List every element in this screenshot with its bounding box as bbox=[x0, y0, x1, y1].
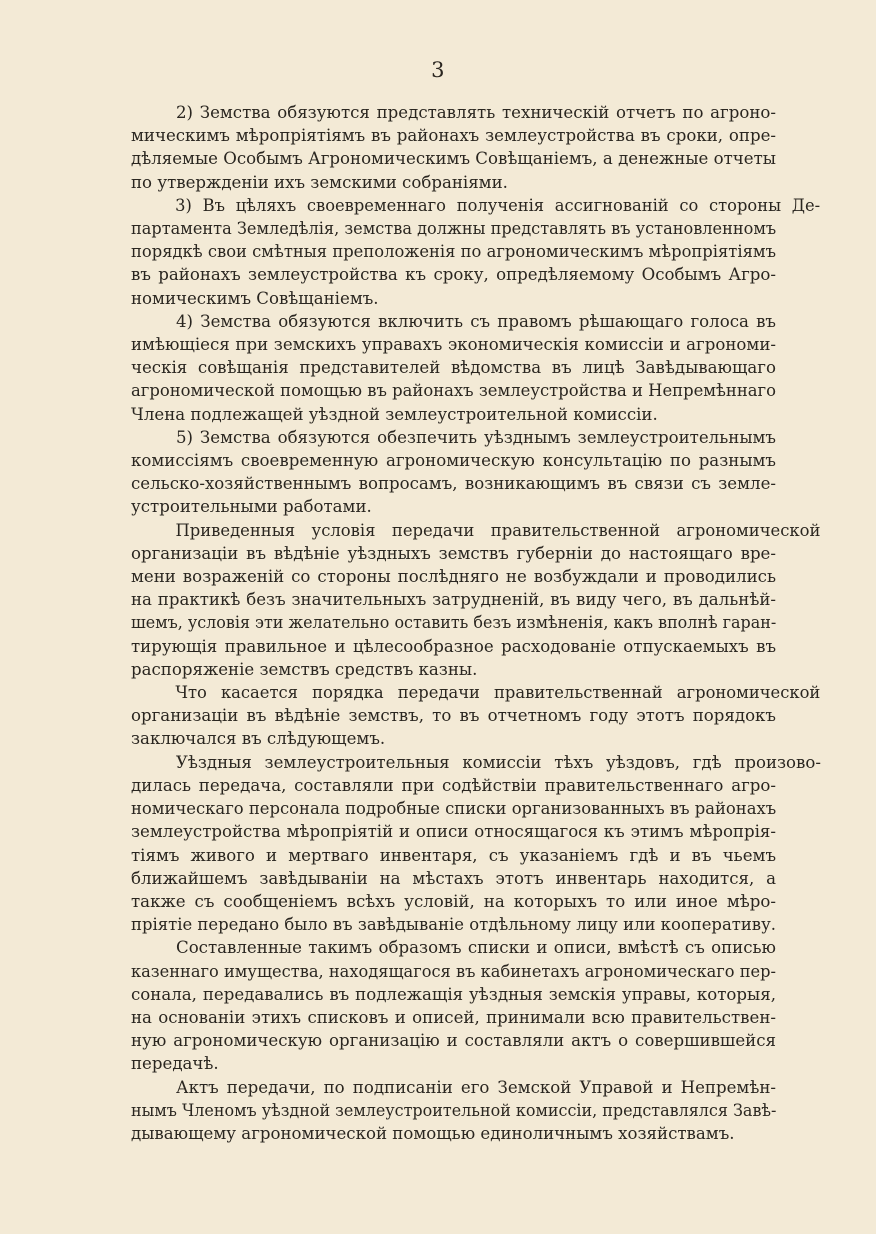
text-line: мени возраженій со стороны послѣдняго не возбуждали и проводились bbox=[131, 567, 776, 587]
text-line: агрономической помощью въ районахъ землеустройства и Непремѣннаго bbox=[131, 381, 776, 401]
text-line: заключался въ слѣдующемъ. bbox=[131, 729, 386, 749]
text-line: организаціи въ вѣдѣніе земствъ, то въ отчетномъ году этотъ порядокъ bbox=[131, 706, 776, 726]
paragraph bbox=[131, 101, 776, 194]
text-line: сельско-хозяйственнымъ вопросамъ, возникающимъ въ связи съ земле- bbox=[131, 474, 776, 494]
text-line: Актъ передачи, по подписаніи его Земской Управой и Непремѣн- bbox=[176, 1077, 776, 1097]
text-line: въ районахъ землеустройства къ сроку, опредѣляемому Особымъ Агро- bbox=[131, 265, 776, 285]
text-line: Члена подлежащей уѣздной землеустроительной комиссіи. bbox=[131, 404, 658, 424]
text-line: порядкѣ свои смѣтныя преположенія по агрономическимъ мѣропріятіямъ bbox=[131, 242, 776, 262]
text-line: распоряженіе земствъ средствъ казны. bbox=[131, 659, 478, 679]
paragraph bbox=[131, 310, 776, 426]
text-line: пріятіе передано было въ завѣдываніе отдѣльному лицу или кооперативу. bbox=[131, 915, 776, 935]
document-body bbox=[131, 101, 821, 1145]
text-line: землеустройства мѣропріятій и описи относящагося къ этимъ мѣропрія- bbox=[131, 822, 776, 842]
text-line: ближайшемъ завѣдываніи на мѣстахъ этотъ инвентарь находится, а bbox=[131, 868, 776, 888]
paragraph bbox=[131, 426, 776, 519]
text-line: дывающему агрономической помощью единоличнымъ хозяйствамъ. bbox=[131, 1123, 735, 1143]
text-line: 4) Земства обязуются включить съ правомъ рѣшающаго голоса въ bbox=[176, 311, 776, 331]
paragraph bbox=[131, 751, 821, 937]
text-line: Что касается порядка передачи правительственнай агрономической bbox=[175, 683, 821, 703]
text-line: на практикѣ безъ значительныхъ затрудненій, въ виду чего, въ дальнѣй- bbox=[131, 590, 776, 610]
text-line: партамента Земледѣлія, земства должны представлять въ установленномъ bbox=[131, 219, 777, 239]
text-line: 5) Земства обязуются обезпечить уѣзднымъ землеустроительнымъ bbox=[176, 427, 776, 447]
paragraph bbox=[131, 681, 821, 751]
text-line: также съ сообщеніемъ всѣхъ условій, на которыхъ то или иное мѣро- bbox=[131, 891, 776, 911]
text-line: тирующія правильное и цѣлесообразное расходованіе отпускаемыхъ въ bbox=[131, 636, 776, 656]
text-line: казеннаго имущества, находящагося въ кабинетахъ агрономическаго пер- bbox=[131, 961, 776, 981]
text-line: мическимъ мѣропріятіямъ въ районахъ землеустройства въ сроки, опре- bbox=[131, 126, 776, 146]
paragraph bbox=[131, 194, 821, 310]
paragraph bbox=[131, 1076, 776, 1146]
paragraph bbox=[131, 936, 776, 1075]
text-line: шемъ, условія эти желательно оставить безъ измѣненія, какъ вполнѣ гаран- bbox=[131, 613, 777, 633]
text-line: на основаніи этихъ списковъ и описей, принимали всю правительствен- bbox=[131, 1007, 776, 1027]
text-line: организаціи въ вѣдѣніе уѣздныхъ земствъ губерніи до настоящаго вре- bbox=[131, 543, 776, 563]
text-line: сонала, передавались въ подлежащія уѣздныя земскія управы, которыя, bbox=[131, 984, 776, 1004]
text-line: комиссіямъ своевременную агрономическую консультацію по разнымъ bbox=[131, 451, 776, 471]
text-line: Составленные такимъ образомъ списки и описи, вмѣстѣ съ описью bbox=[176, 938, 776, 958]
paragraph bbox=[131, 519, 821, 681]
text-line: имѣющіеся при земскихъ управахъ экономическія комиссіи и агрономи- bbox=[131, 335, 776, 355]
text-line: ческія совѣщанія представителей вѣдомства въ лицѣ Завѣдывающаго bbox=[131, 358, 776, 378]
text-line: номическаго персонала подробные списки организованныхъ въ районахъ bbox=[131, 799, 777, 819]
text-line: Приведенныя условія передачи правительственной агрономической bbox=[175, 520, 821, 540]
text-line: номическимъ Совѣщаніемъ. bbox=[131, 288, 379, 308]
text-line: передачѣ. bbox=[131, 1054, 219, 1074]
text-line: тіямъ живого и мертваго инвентаря, съ указаніемъ гдѣ и въ чьемъ bbox=[131, 845, 776, 865]
text-line: Уѣздныя землеустроительныя комиссіи тѣхъ уѣздовъ, гдѣ произово- bbox=[175, 752, 821, 772]
text-line: нымъ Членомъ уѣздной землеустроительной комиссіи, представлялся Завѣ- bbox=[131, 1100, 777, 1120]
text-line: 2) Земства обязуются представлять техническій отчетъ по агроно- bbox=[176, 103, 776, 122]
text-line: устроительными работами. bbox=[131, 497, 372, 517]
text-line: 3) Въ цѣляхъ своевременнаго полученія ассигнованій со стороны Де- bbox=[175, 195, 821, 215]
text-line: дилась передача, составляли при содѣйствіи правительственнаго агро- bbox=[131, 775, 776, 795]
text-line: ную агрономическую организацію и составляли актъ о совершившейся bbox=[131, 1031, 776, 1051]
text-line: дѣляемые Особымъ Агрономическимъ Совѣщаніемъ, а денежные отчеты bbox=[131, 149, 776, 169]
text-line: по утвержденіи ихъ земскими собраніями. bbox=[131, 172, 508, 192]
page-number: 3 bbox=[431, 58, 445, 82]
